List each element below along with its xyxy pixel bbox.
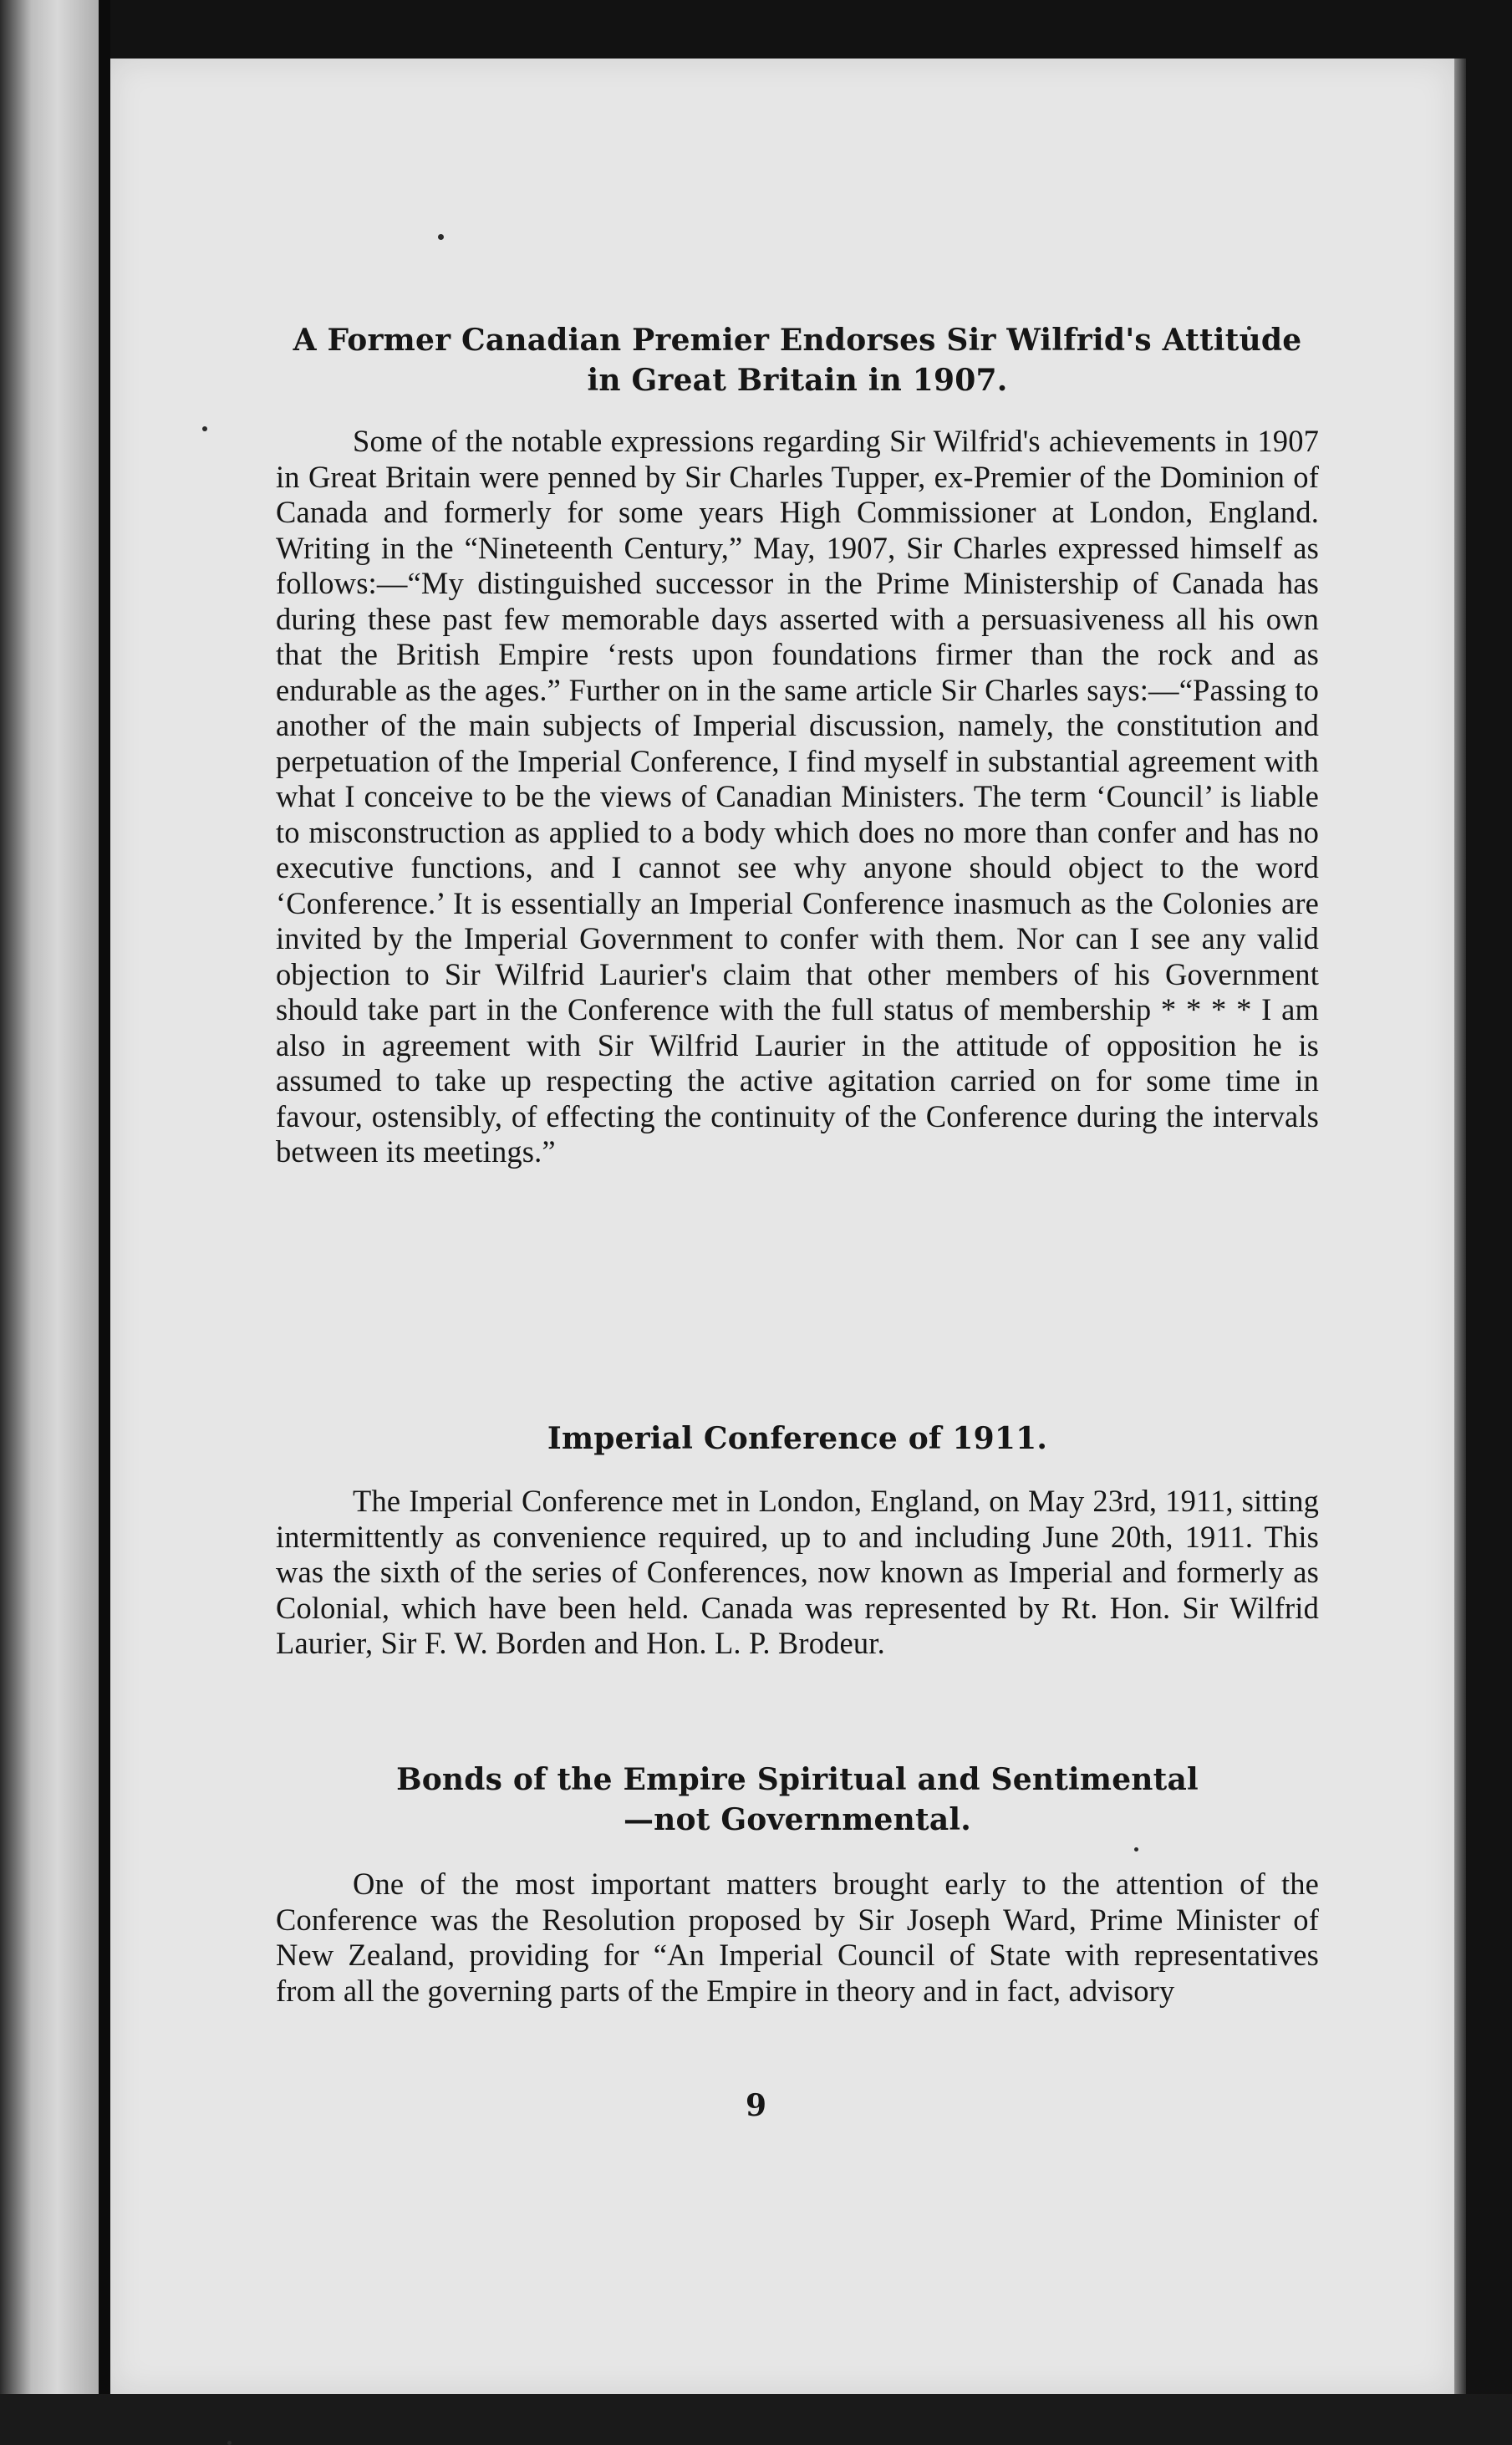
section-body: One of the most important matters brought early to the attention of the Conference was the Resolution proposed by Sir Joseph Ward, Prime Minister of New Zealand, providing for “An Imperial Council of State with representatives from all the governing parts of the Empire in theory and in fact, advisory xyxy=(276,1867,1319,2008)
ink-speck xyxy=(438,234,444,240)
section-heading: Bonds of the Empire Spiritual and Sentimental—not Governmental. xyxy=(396,1762,1199,1837)
section-body: The Imperial Conference met in London, England, on May 23rd, 1911, sitting intermittently as convenience required, up to and including June 20th, 1911. This was the sixth of the series of Conferences, now known as Imperial and formerly as Colonial, which have been held. Canada was represented by Rt. Hon. Sir Wilfrid Laurier, Sir F. W. Borden and Hon. L. P. Brodeur. xyxy=(276,1484,1319,1660)
section-heading: A Former Canadian Premier Endorses Sir Wilfrid's Attitude in Great Britain in 1907. xyxy=(293,323,1302,398)
section-former-premier xyxy=(276,320,1319,1170)
page-number: 9 xyxy=(745,2088,767,2123)
section-heading: Imperial Conference of 1911. xyxy=(547,1421,1048,1456)
page-right-edge xyxy=(1454,59,1466,2394)
facing-page-edge xyxy=(0,0,104,2394)
ink-speck xyxy=(227,2441,232,2445)
book-gutter xyxy=(99,0,110,2394)
ink-speck xyxy=(202,426,207,431)
section-bonds-of-empire xyxy=(276,1760,1319,2009)
section-imperial-conference-1911 xyxy=(276,1419,1319,1662)
section-body: Some of the notable expressions regarding Sir Wilfrid's achievements in 1907 in Great Britain were penned by Sir Charles Tupper, ex-Premier of the Dominion of Canada and formerly for some years High Commissioner at London, England. Writing in the “Nineteenth Century,” May, 1907, Sir Charles expressed himself as follows:—“My distinguished successor in the Prime Ministership of Canada has during these past few memorable days asserted with a persuasiveness all his own that the British Empire ‘rests upon foundations firmer than the rock and as endurable as the ages.” Further on in the same article Sir Charles says:—“Passing to another of the main subjects of Imperial discussion, namely, the constitution and perpetuation of the Imperial Conference, I find myself in substantial agreement with what I conceive to be the views of Canadian Ministers. The term ‘Council’ is liable to misconstruction as applied to a body which does no more than confer and has no executive functions, and I cannot see why anyone should object to the word ‘Conference.’ It is essentially an Imperial Conference inasmuch as the Colonies are invited by the Imperial Government to confer with them. Nor can I see any valid objection to Sir Wilfrid Laurier's claim that other members of his Government should take part in the Conference with the full status of membership * * * * I am also in agreement with Sir Wilfrid Laurier in the attitude of opposition he is assumed to take up respecting the active agitation carried on for some time in favour, ostensibly, of effecting the continuity of the Conference during the intervals between its meetings.” xyxy=(276,424,1319,1169)
